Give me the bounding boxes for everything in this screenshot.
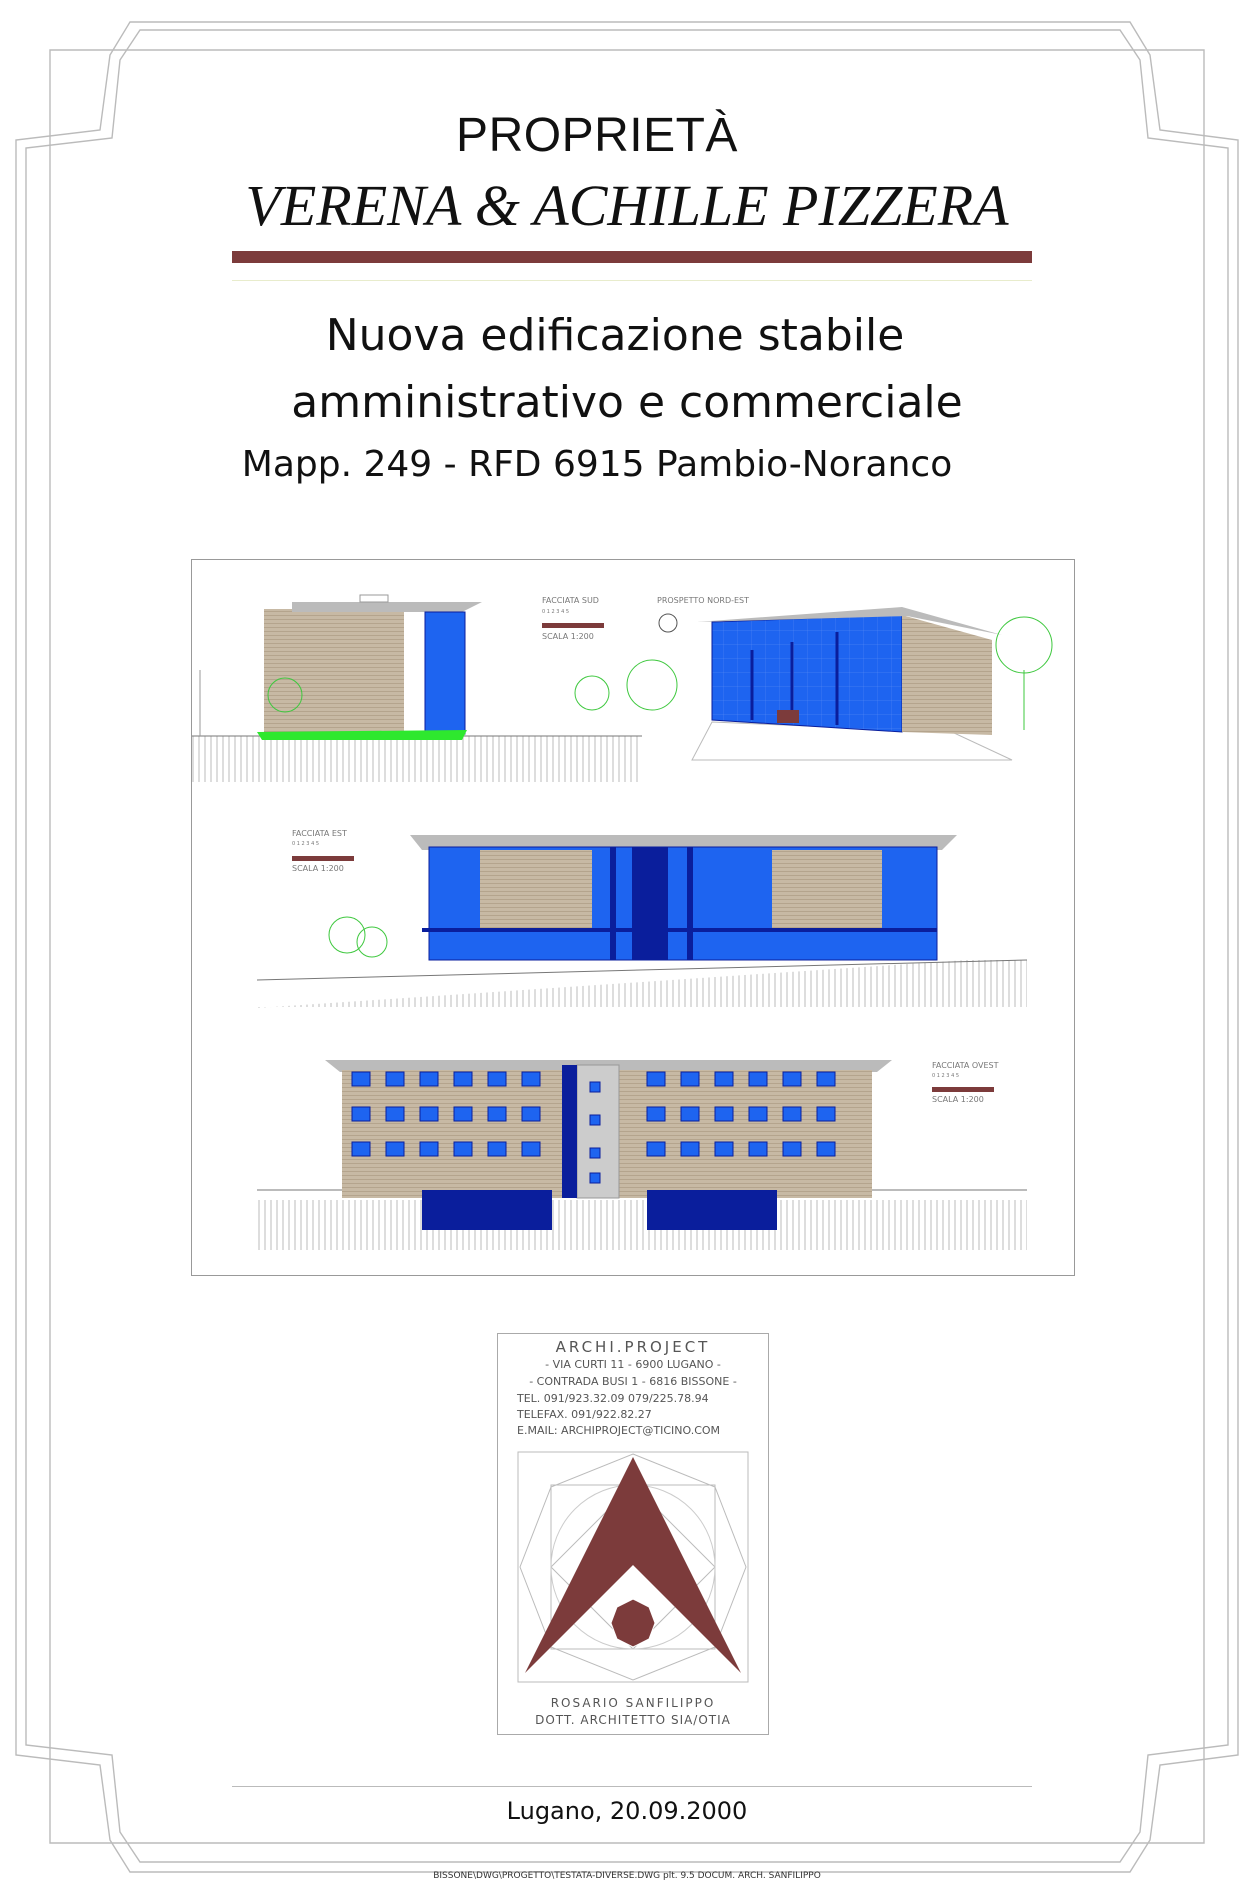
northeast-title: PROSPETTO NORD-EST (657, 596, 750, 605)
firm-logo-icon (517, 1451, 749, 1683)
south-facade-title: FACCIATA SUD (542, 596, 599, 605)
firm-title-block (497, 1333, 769, 1735)
west-scale-ticks: 0 1 2 3 4 5 (932, 1073, 960, 1079)
owner-label: PROPRIETÀ (456, 109, 738, 162)
east-scale-label: SCALA 1:200 (292, 864, 344, 873)
thin-divider (232, 280, 1032, 281)
architect-name: ROSARIO SANFILIPPO (550, 1696, 716, 1710)
firm-telephone: TEL. 091/923.32.09 079/225.78.94 (517, 1392, 709, 1405)
architect-title: DOTT. ARCHITETTO SIA/OTIA (535, 1713, 731, 1727)
firm-name: ARCHI.PROJECT (555, 1338, 711, 1356)
south-scale-bar (542, 623, 604, 628)
firm-address-1: - VIA CURTI 11 - 6900 LUGANO - (545, 1358, 721, 1371)
title-divider (232, 251, 1032, 263)
firm-fax: TELEFAX. 091/922.82.27 (517, 1408, 652, 1421)
elevations-drawing (192, 560, 1074, 1275)
project-title-line1: Nuova edificazione stabile (325, 310, 905, 361)
east-facade (257, 835, 1027, 1008)
east-scale-bar (292, 856, 354, 861)
north-arrow-icon (659, 614, 677, 632)
west-facade (257, 1060, 1027, 1250)
east-scale-ticks: 0 1 2 3 4 5 (292, 841, 320, 847)
firm-address-2: - CONTRADA BUSI 1 - 6816 BISSONE - (529, 1375, 737, 1388)
east-facade-title: FACCIATA EST (292, 829, 347, 838)
footer-date: Lugano, 20.09.2000 (506, 1797, 748, 1825)
firm-email: E.MAIL: ARCHIPROJECT@TICINO.COM (517, 1424, 721, 1437)
west-facade-title: FACCIATA OVEST (932, 1061, 999, 1070)
south-scale-ticks: 0 1 2 3 4 5 (542, 609, 570, 615)
elevations-plate (191, 559, 1075, 1276)
northeast-perspective (627, 607, 1052, 760)
west-scale-bar (932, 1087, 994, 1092)
project-title-line2: amministrativo e commerciale (291, 377, 963, 428)
footer-divider (232, 1786, 1032, 1787)
west-scale-label: SCALA 1:200 (932, 1095, 984, 1104)
owner-name: VERENA & ACHILLE PIZZERA (245, 173, 1009, 238)
project-location: Mapp. 249 - RFD 6915 Pambio-Noranco (241, 444, 953, 485)
footer-file-path: BISSONE\DWG\PROGETTO\TESTATA-DIVERSE.DWG plt. 9.5 DOCUM. ARCH. SANFILIPPO (433, 1871, 821, 1881)
south-scale-label: SCALA 1:200 (542, 632, 594, 641)
